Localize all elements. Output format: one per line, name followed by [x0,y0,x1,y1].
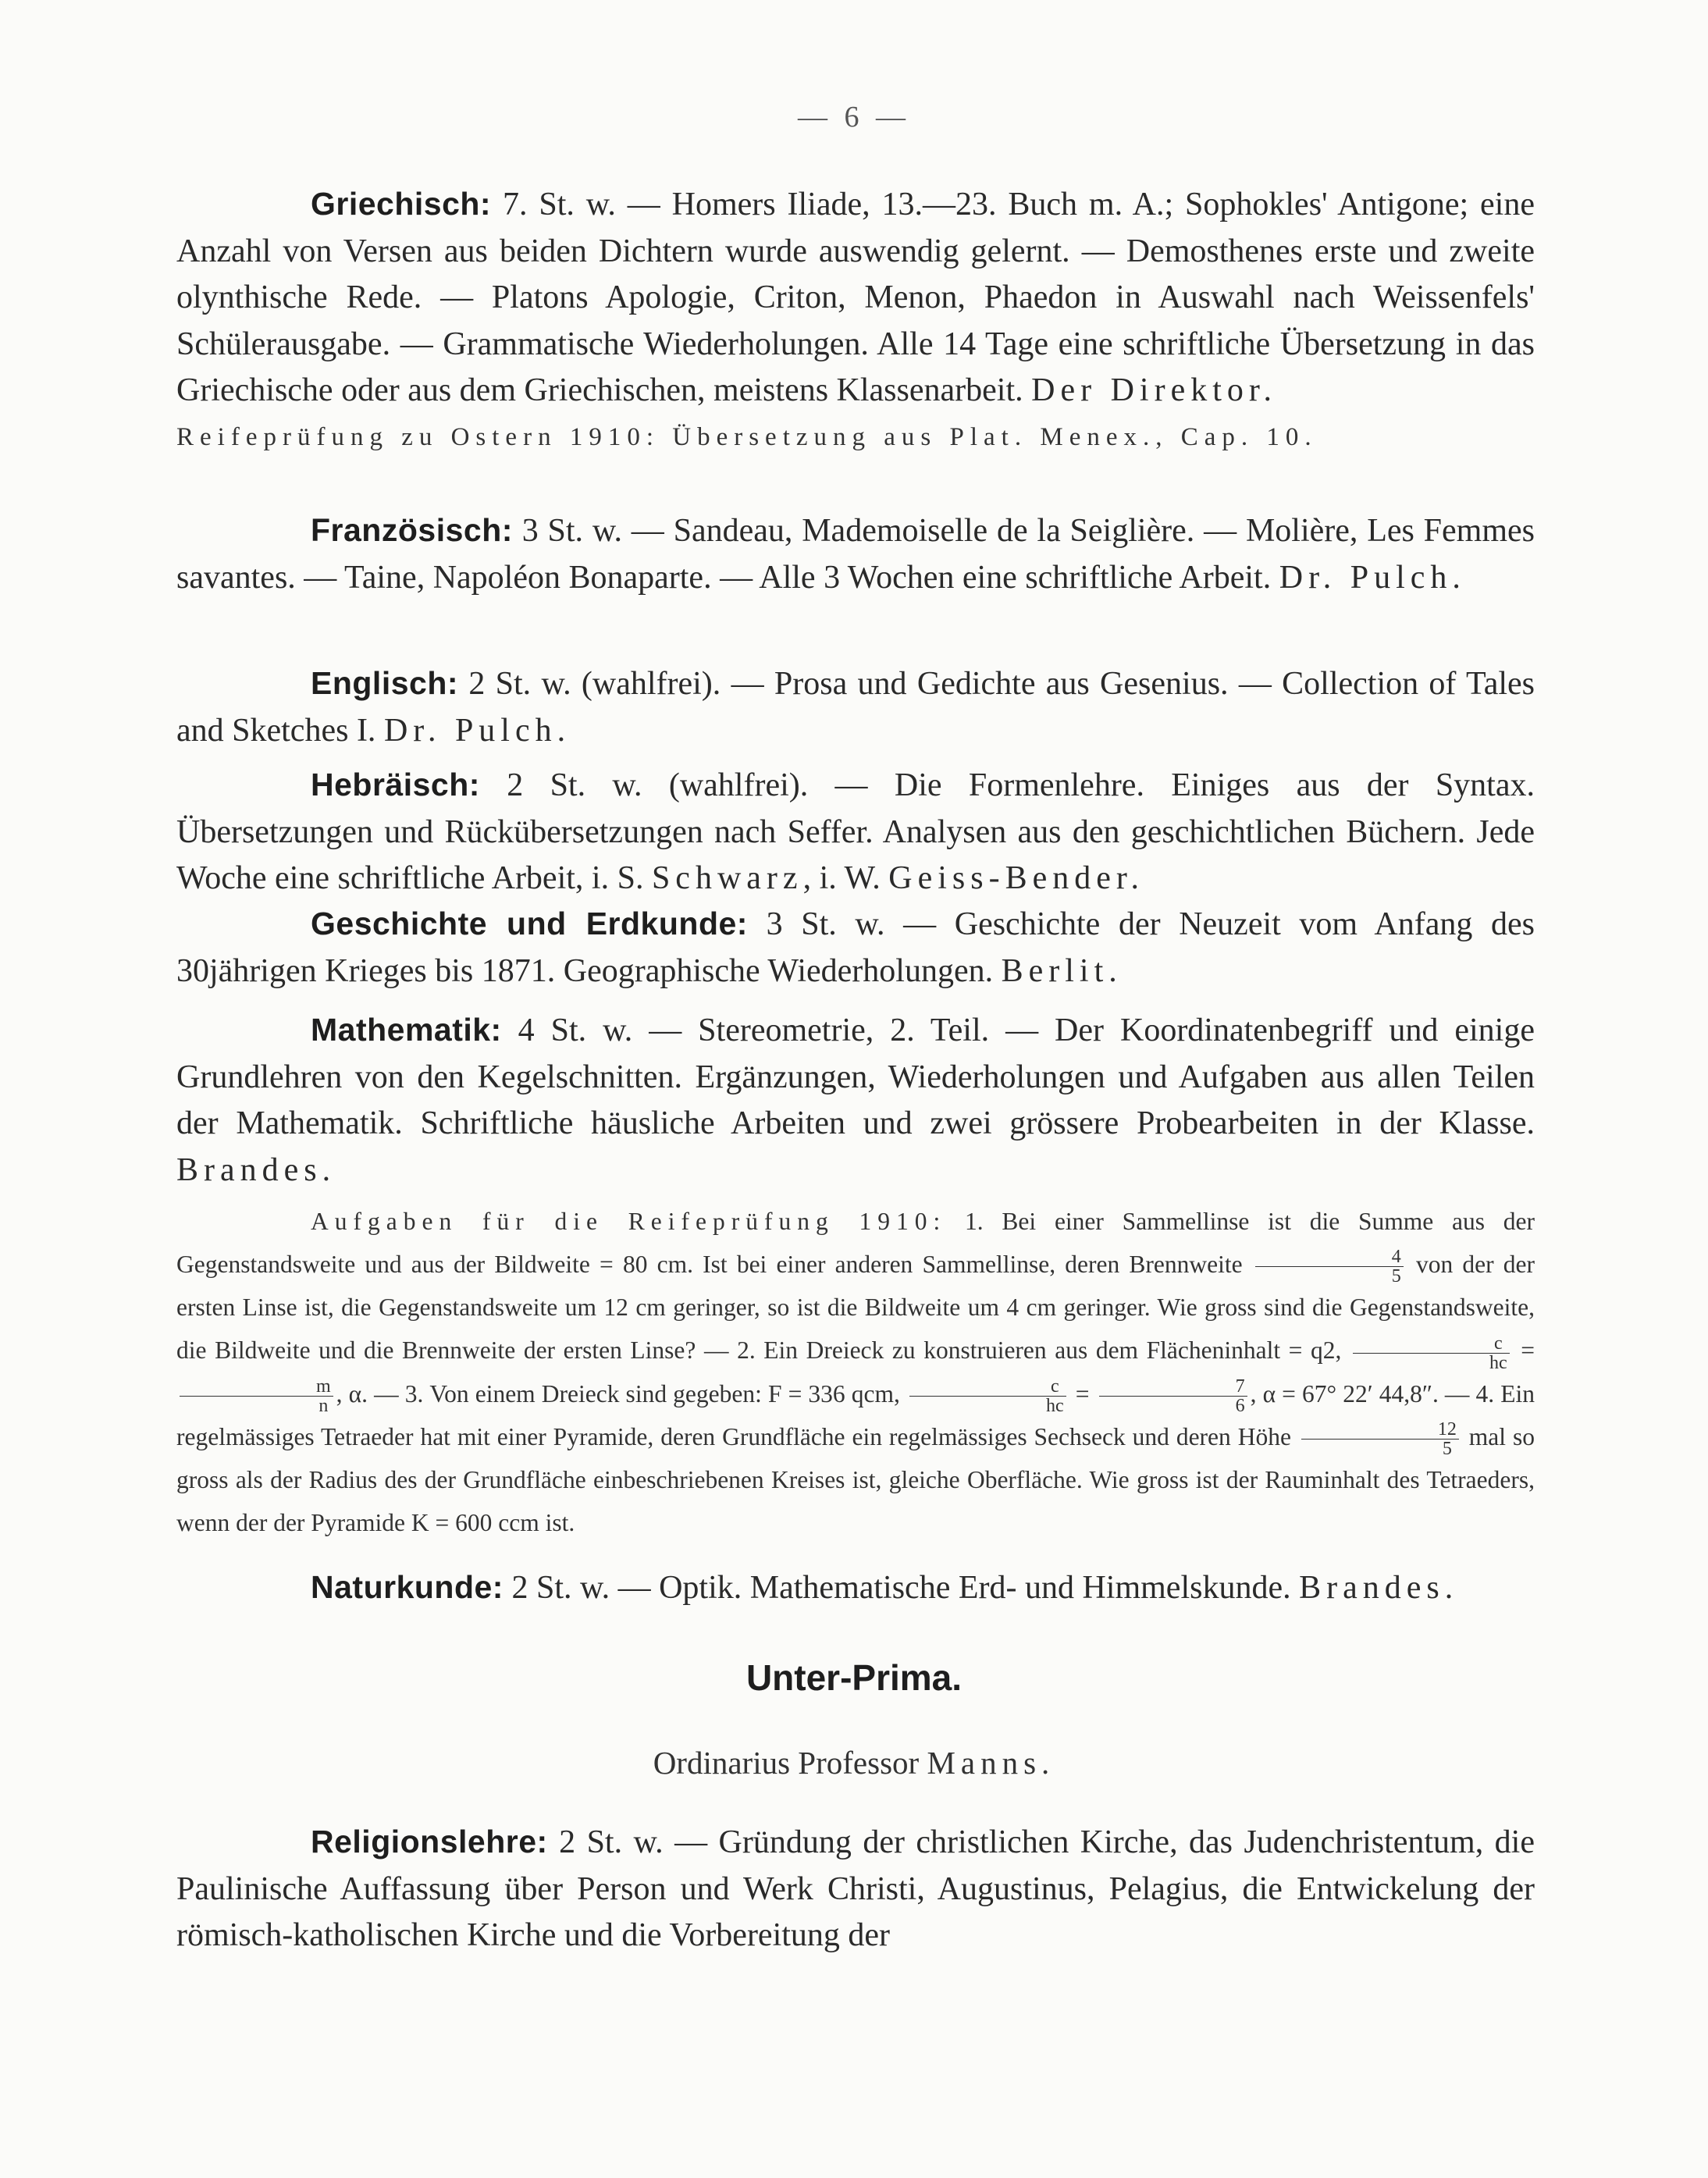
equals-sign: = [1512,1336,1535,1365]
section-englisch [176,660,1535,754]
paragraph-naturkunde [176,1564,1535,1612]
subject-text: 2 St. w. (wahlfrei). — Prosa und Gedichte aus Gesenius. — Collection of Tales and Sketches I. [176,666,1535,749]
subject-text: 3 St. w. — Sandeau, Mademoiselle de la Seiglière. — Molière, Les Femmes savantes. — Taine, Napoléon Bonaparte. — Alle 3 Wochen eine schriftliche Arbeit. [176,513,1535,596]
fraction: $\frac{c}{hc}$ [909,1377,1066,1415]
task-text: von der der ersten Linse ist, die Gegenstandsweite um 12 cm geringer, so ist die Bildweite um 4 cm geringer. Wie gross sind die Gegenstandsweite, die Bildweite und die Brennweite der ersten Linse? — 2. Ein Dreieck zu konstruieren aus dem Flächeninhalt = q2, [176,1251,1535,1365]
subject-heading: Hebräisch: [311,767,480,803]
fraction: $\frac{4}{5}$ [1255,1247,1404,1286]
subject-text-mid: , i. W. [802,860,889,896]
paragraph-mathematik [176,1007,1535,1194]
teacher-name: Der Direktor. [1031,372,1278,408]
section-geschichte [176,901,1535,995]
teacher-name: Brandes. [176,1151,336,1188]
task-text: , α. — 3. Von einem Dreieck sind gegeben: F = 336 qcm, [336,1379,906,1408]
fraction: $\frac{12}{5}$ [1301,1420,1459,1458]
teacher-name: Berlit. [1001,952,1123,989]
subject-text: 4 St. w. — Stereometrie, 2. Teil. — Der Koordinatenbegriff und einige Grundlehren von den Kegelschnitten. Ergänzungen, Wiederholungen und Aufgaben aus allen Teilen der Mathematik. Schriftliche häusliche Arbeiten und zwei grössere Probearbeiten in der Klasse. [176,1012,1535,1141]
task-text: mal so gross als der Radius des der Grundfläche einbeschriebenen Kreises ist, gleiche Oberfläche. Wie gross ist der Rauminhalt des Tetraeders, wenn der der Pyramide K = 600 ccm ist. [176,1422,1535,1537]
exam-label: Aufgaben für die Reifeprüfung 1910: [311,1208,947,1235]
teacher-name: Dr. Pulch. [383,712,571,749]
subject-heading: Französisch: [311,512,513,548]
fraction: $\frac{c}{hc}$ [1353,1334,1510,1372]
ordinarius-label: Ordinarius Professor [653,1745,927,1781]
teacher-name: Dr. Pulch. [1279,559,1466,596]
section-griechisch [176,181,1535,459]
paragraph-griechisch [176,181,1535,415]
paragraph-hebraeisch [176,762,1535,902]
section-naturkunde [176,1564,1535,1612]
task-text: 1. Bei einer Sammellinse ist die Summe aus der Gegenstandsweite und aus der Bildweite = 80 cm. Ist bei einer anderen Sammellinse, deren Brennweite [176,1208,1535,1278]
section-religion [176,1819,1535,1959]
subject-text: 7. St. w. — Homers Iliade, 13.—23. Buch m. A.; Sophokles' Antigone; eine Anzahl von Versen aus beiden Dichtern wurde auswendig gelernt. — Demosthenes erste und zweite olynthische Rede. — Platons Apologie, Criton, Menon, Phaedon in Auswahl nach Weissenfels' Schülerausgabe. — Grammatische Wiederholungen. Alle 14 Tage eine schriftliche Übersetzung in das Griechische oder aus dem Griechischen, meistens Klassenarbeit. [176,187,1535,408]
subject-heading: Griechisch: [311,186,492,222]
exam-note [176,416,1535,459]
subject-text: 2 St. w. — Gründung der christlichen Kirche, das Judenchristentum, die Paulinische Auffassung über Person und Werk Christi, Augustinus, Pelagius, die Entwickelung der römisch-katholischen Kirche und die Vorbereitung der [176,1824,1535,1953]
exam-text: Übersetzung aus Plat. Menex., Cap. 10. [660,422,1318,451]
section-title-unterprima: Unter-Prima. [745,1657,963,1698]
exam-tasks [176,1200,1535,1544]
subject-heading: Geschichte und Erdkunde: [311,906,748,941]
exam-label: Reifeprüfung zu Ostern 1910: [176,422,660,451]
paragraph-religion [176,1819,1535,1959]
fraction: $\frac{7}{6}$ [1099,1377,1247,1415]
subject-text: 2 St. w. (wahlfrei). — Die Formenlehre. Einiges aus der Syntax. Übersetzungen und Rückübersetzungen nach Seffer. Analysen aus den geschichtlichen Büchern. Jede Woche eine schriftliche Arbeit, i. S. [176,767,1535,896]
paragraph-geschichte [176,901,1535,995]
section-franzoesisch [176,507,1535,601]
teacher-name: Geiss-Bender. [888,860,1145,896]
subject-text: 2 St. w. — Optik. Mathematische Erd- und Himmelskunde. [503,1570,1300,1606]
section-hebraeisch [176,762,1535,902]
ordinarius-name: Manns. [927,1745,1055,1781]
paragraph-franzoesisch [176,507,1535,601]
teacher-name: Schwarz [651,860,803,896]
paragraph-englisch [176,660,1535,754]
fraction: $\frac{m}{n}$ [180,1377,333,1415]
subject-heading: Mathematik: [311,1012,502,1048]
subject-heading: Englisch: [311,665,459,701]
equals-sign: = [1069,1379,1096,1408]
ordinarius-line [0,1744,1708,1781]
section-mathematik [176,1007,1535,1544]
teacher-name: Brandes. [1299,1570,1459,1606]
subject-heading: Naturkunde: [311,1569,504,1605]
page-number: — 6 — [798,101,910,133]
task-text: , α = 67° 22′ 44,8″. — 4. Ein regelmässiges Tetraeder hat mit einer Pyramide, deren Grundfläche ein regelmässiges Sechseck und deren Höhe [176,1379,1535,1450]
subject-text: 3 St. w. — Geschichte der Neuzeit vom Anfang des 30jährigen Krieges bis 1871. Geographische Wiederholungen. [176,906,1535,989]
subject-heading: Religionslehre: [311,1824,548,1859]
